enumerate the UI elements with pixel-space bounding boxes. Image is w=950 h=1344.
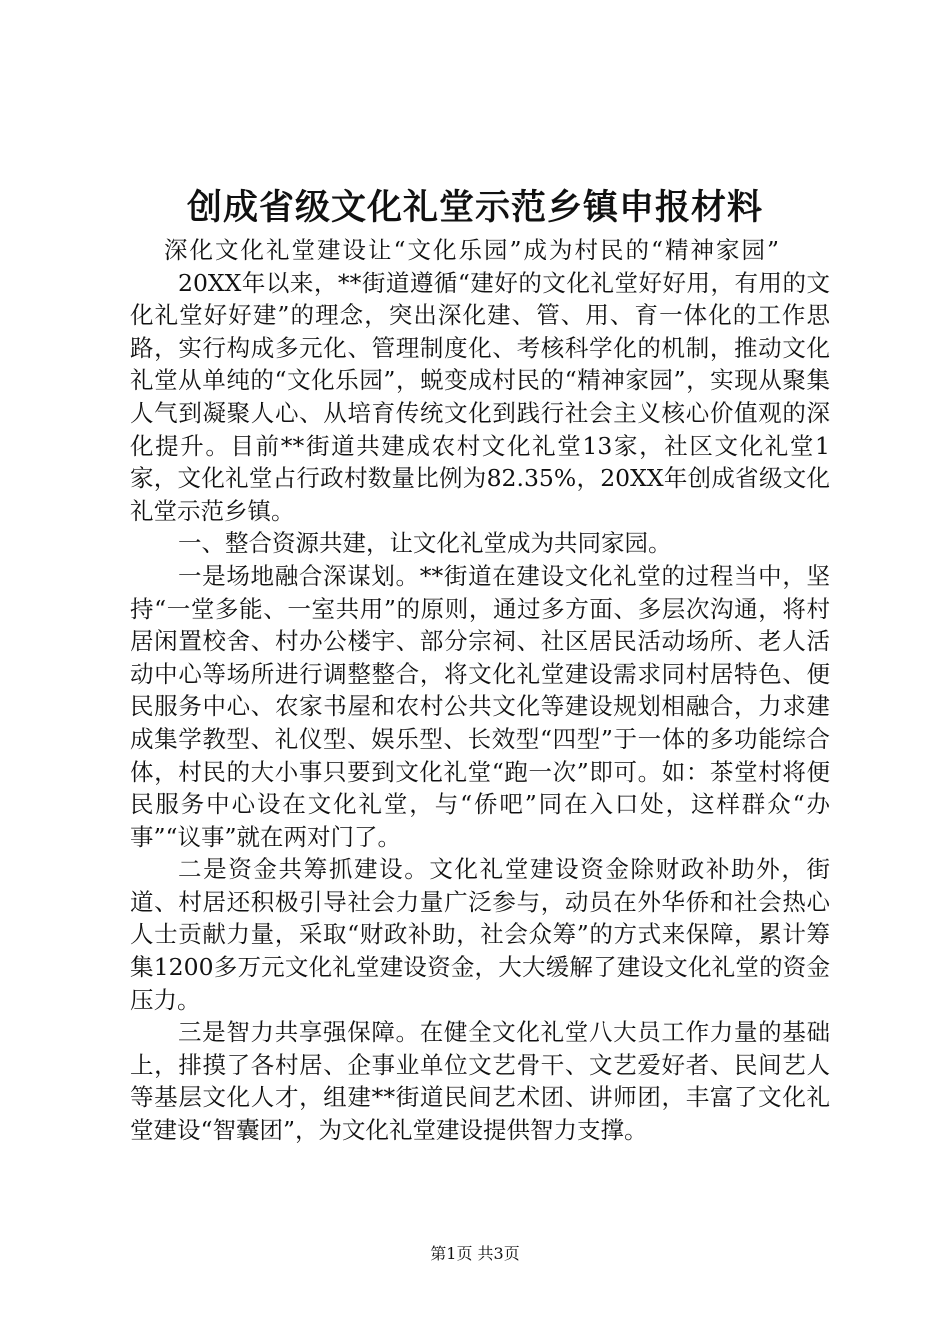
page-number-footer: 第1页 共3页: [430, 1244, 520, 1263]
section-heading-1: 一、整合资源共建，让文化礼堂成为共同家园。: [178, 529, 672, 558]
paragraph-funding: 二是资金共筹抓建设。文化礼堂建设资金除财政补助外，街道、村居还积极引导社会力量广泛参与，动员在外华侨和社会热心人士贡献力量，采取“财政补助，社会众筹”的方式来保障，累计筹集1200多万元文化礼堂建设资金，大大缓解了建设文化礼堂的资金压力。: [130, 855, 830, 1014]
paragraph-intro: 20XX年以来，**街道遵循“建好的文化礼堂好好用，有用的文化礼堂好好建”的理念，突出深化建、管、用、育一体化的工作思路，实行构成多元化、管理制度化、考核科学化的机制，推动文化礼堂从单纯的“文化乐园”，蜕变成村民的“精神家园”，实现从聚集人气到凝聚人心、从培育传统文化到践行社会主义核心价值观的深化提升。目前**街道共建成农村文化礼堂13家，社区文化礼堂1家，文化礼堂占行政村数量比例为82.35%，20XX年创成省级文化礼堂示范乡镇。: [130, 268, 830, 525]
document-body: [130, 234, 830, 1147]
document-subtitle: 深化文化礼堂建设让“文化乐园”成为村民的“精神家园”: [164, 236, 782, 264]
paragraph-venue-integration: 一是场地融合深谋划。**街道在建设文化礼堂的过程当中，坚持“一堂多能、一室共用”的原则，通过多方面、多层次沟通，将村居闲置校舍、村办公楼宇、部分宗祠、社区居民活动场所、老人活动中心等场所进行调整整合，将文化礼堂建设需求同村居特色、便民服务中心、农家书屋和农村公共文化等建设规划相融合，力求建成集学教型、礼仪型、娱乐型、长效型“四型”于一体的多功能综合体，村民的大小事只要到文化礼堂“跑一次”即可。如：茶堂村将便民服务中心设在文化礼堂，与“侨吧”同在入口处，这样群众“办事”“议事”就在两对门了。: [130, 561, 830, 851]
document-title: 创成省级文化礼堂示范乡镇申报材料: [186, 187, 763, 228]
paragraph-intellectual-support: 三是智力共享强保障。在健全文化礼堂八大员工作力量的基础上，排摸了各村居、企事业单位文艺骨干、文艺爱好者、民间艺人等基层文化人才，组建**街道民间艺术团、讲师团，丰富了文化礼堂建设“智囊团”，为文化礼堂建设提供智力支撑。: [130, 1018, 830, 1145]
